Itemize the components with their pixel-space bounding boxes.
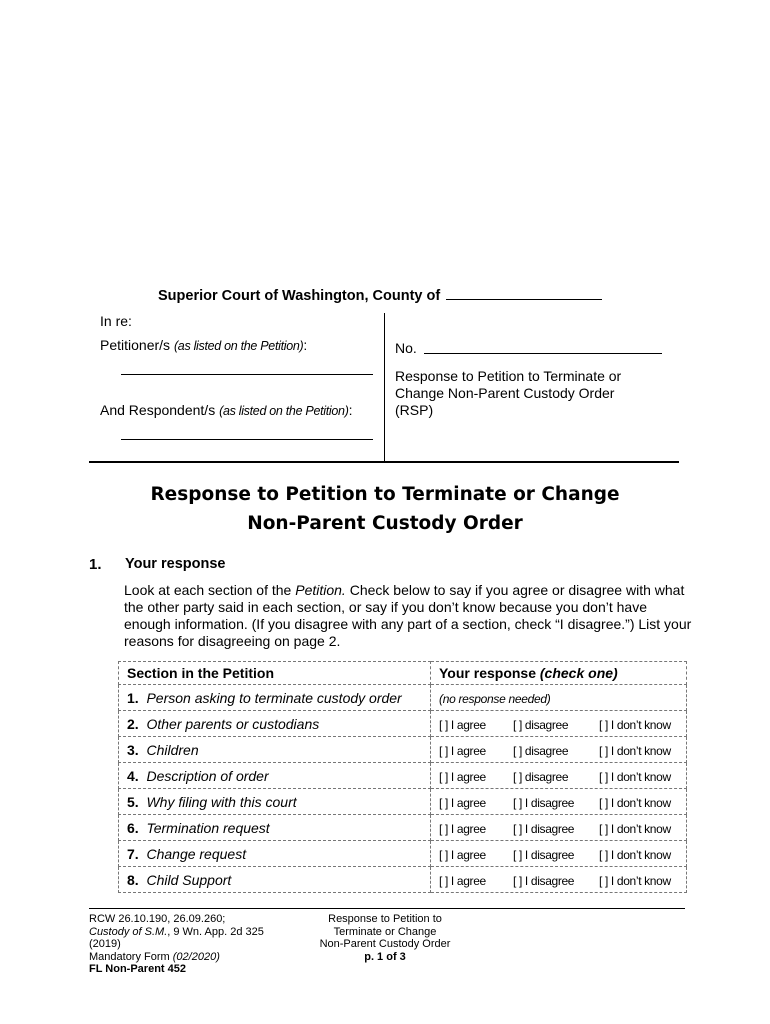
- agree-checkbox[interactable]: [ ] I agree: [439, 873, 486, 888]
- respondent-note: (as listed on the Petition): [219, 404, 349, 418]
- footer-mandatory: [89, 951, 264, 964]
- row-label: Children: [146, 741, 199, 758]
- row-section: [119, 815, 431, 841]
- petitioner-colon: :: [303, 337, 308, 353]
- row-response: [431, 711, 687, 737]
- no-response-note: (no response needed): [439, 691, 551, 706]
- footer-statutes: RCW 26.10.190, 26.09.260;: [89, 913, 226, 925]
- table-row: [119, 763, 687, 789]
- in-re-label: In re:: [100, 313, 132, 329]
- row-num: 3.: [127, 741, 139, 758]
- section-heading: Your response: [125, 556, 226, 572]
- row-section: [119, 685, 431, 711]
- row-response: [431, 867, 687, 893]
- row-response: [431, 763, 687, 789]
- footer-year: (2019): [89, 938, 121, 950]
- caption-doc-title-line2: Change Non-Parent Custody Order: [395, 385, 615, 401]
- dont-know-checkbox[interactable]: [ ] I don’t know: [599, 873, 671, 888]
- petitioner-label: Petitioner/s: [100, 337, 171, 353]
- row-num: 6.: [127, 819, 139, 836]
- footer-left: [89, 913, 264, 976]
- dont-know-checkbox[interactable]: [ ] I don’t know: [599, 847, 671, 862]
- footer-mandatory-label: Mandatory Form: [89, 950, 170, 963]
- caption-doc-title: [395, 368, 621, 419]
- footer-form-date: (02/2020): [172, 950, 220, 963]
- row-section: [119, 841, 431, 867]
- caption-bottom-rule: [89, 461, 679, 463]
- petitioner-label-line: [100, 337, 307, 353]
- table-row: [119, 789, 687, 815]
- disagree-checkbox[interactable]: [ ] disagree: [513, 717, 569, 732]
- footer-case-cite: [89, 926, 264, 939]
- row-section: [119, 763, 431, 789]
- col2-header: [431, 662, 687, 685]
- form-title-line2: Non-Parent Custody Order: [247, 513, 523, 534]
- row-num: 1.: [127, 689, 139, 706]
- intro-italic: Petition.: [295, 582, 346, 598]
- respondent-label: And Respondent/s: [100, 402, 216, 418]
- case-no-label: No.: [395, 340, 417, 356]
- row-section: [119, 867, 431, 893]
- footer-title-line3: Non-Parent Custody Order: [319, 938, 451, 950]
- petitioner-note: (as listed on the Petition): [173, 339, 304, 353]
- footer-title-line1: Response to Petition to: [328, 913, 442, 925]
- dont-know-checkbox[interactable]: [ ] I don’t know: [599, 795, 671, 810]
- row-num: 4.: [127, 767, 139, 784]
- disagree-checkbox[interactable]: [ ] I disagree: [513, 873, 575, 888]
- row-section: [119, 789, 431, 815]
- disagree-checkbox[interactable]: [ ] disagree: [513, 743, 569, 758]
- footer-title-line2: Terminate or Change: [333, 925, 437, 938]
- table-row: [119, 841, 687, 867]
- case-number-blank[interactable]: [424, 353, 662, 354]
- row-label: Child Support: [146, 871, 232, 888]
- row-response: [431, 789, 687, 815]
- dont-know-checkbox[interactable]: [ ] I don’t know: [599, 743, 671, 758]
- row-num: 5.: [127, 793, 139, 810]
- respondent-label-line: [100, 402, 352, 418]
- county-blank[interactable]: [446, 287, 602, 300]
- page-number: p. 1 of 3: [364, 950, 406, 963]
- col2-header-plain: Your response: [439, 665, 536, 681]
- col1-header: Section in the Petition: [119, 662, 431, 685]
- row-label: Description of order: [146, 767, 269, 784]
- agree-checkbox[interactable]: [ ] I agree: [439, 717, 486, 732]
- row-section: [119, 711, 431, 737]
- agree-checkbox[interactable]: [ ] I agree: [439, 795, 486, 810]
- caption-doc-code: (RSP): [395, 402, 434, 418]
- disagree-checkbox[interactable]: [ ] I disagree: [513, 795, 575, 810]
- row-label: Why filing with this court: [146, 793, 297, 810]
- section-number: 1.: [89, 556, 102, 573]
- table-row: [119, 815, 687, 841]
- agree-checkbox[interactable]: [ ] I agree: [439, 821, 486, 836]
- dont-know-checkbox[interactable]: [ ] I don’t know: [599, 769, 671, 784]
- row-label: Change request: [146, 845, 247, 862]
- row-response: [431, 685, 687, 711]
- respondent-name-blank[interactable]: [121, 439, 373, 440]
- footer-case-name: Custody of S.M.: [89, 925, 168, 938]
- agree-checkbox[interactable]: [ ] I agree: [439, 769, 486, 784]
- row-response: [431, 737, 687, 763]
- intro-part1: Look at each section of the: [124, 582, 292, 598]
- row-label: Termination request: [146, 819, 270, 836]
- disagree-checkbox[interactable]: [ ] I disagree: [513, 847, 575, 862]
- row-num: 8.: [127, 871, 139, 888]
- row-label: Other parents or custodians: [146, 715, 320, 732]
- table-row: [119, 685, 687, 711]
- row-response: [431, 841, 687, 867]
- disagree-checkbox[interactable]: [ ] I disagree: [513, 821, 575, 836]
- disagree-checkbox[interactable]: [ ] disagree: [513, 769, 569, 784]
- row-label: Person asking to terminate custody order: [146, 689, 402, 706]
- footer-center: [300, 913, 470, 963]
- table-header-row: [119, 662, 687, 685]
- table-row: [119, 867, 687, 893]
- court-header: [158, 287, 602, 304]
- petitioner-name-blank[interactable]: [121, 374, 373, 375]
- response-table: [118, 661, 687, 893]
- caption-divider: [384, 313, 385, 463]
- form-title-line1: Response to Petition to Terminate or Change: [150, 484, 620, 505]
- footer-rule: [89, 908, 685, 909]
- intro-part2: Check below to say if you agree or disagree with what the other party said in each section, or say if you don’t know because you don’t have enough information. (If you disagree with any part of a section, check “I disagree.”) List your reasons for disagreeing on page 2.: [124, 582, 692, 649]
- dont-know-checkbox[interactable]: [ ] I don’t know: [599, 717, 671, 732]
- row-num: 7.: [127, 845, 139, 862]
- row-response: [431, 815, 687, 841]
- section-intro: [124, 582, 694, 650]
- court-label: Superior Court of Washington, County of: [158, 288, 441, 304]
- footer-form-id: FL Non-Parent 452: [89, 963, 186, 975]
- table-row: [119, 711, 687, 737]
- table-row: [119, 737, 687, 763]
- dont-know-checkbox[interactable]: [ ] I don’t know: [599, 821, 671, 836]
- respondent-colon: :: [348, 402, 353, 418]
- row-section: [119, 737, 431, 763]
- agree-checkbox[interactable]: [ ] I agree: [439, 847, 486, 862]
- footer-case-reporter: , 9 Wn. App. 2d 325: [167, 925, 264, 938]
- row-num: 2.: [127, 715, 139, 732]
- caption-doc-title-line1: Response to Petition to Terminate or: [395, 368, 622, 384]
- agree-checkbox[interactable]: [ ] I agree: [439, 743, 486, 758]
- col2-header-italic: (check one): [539, 665, 618, 681]
